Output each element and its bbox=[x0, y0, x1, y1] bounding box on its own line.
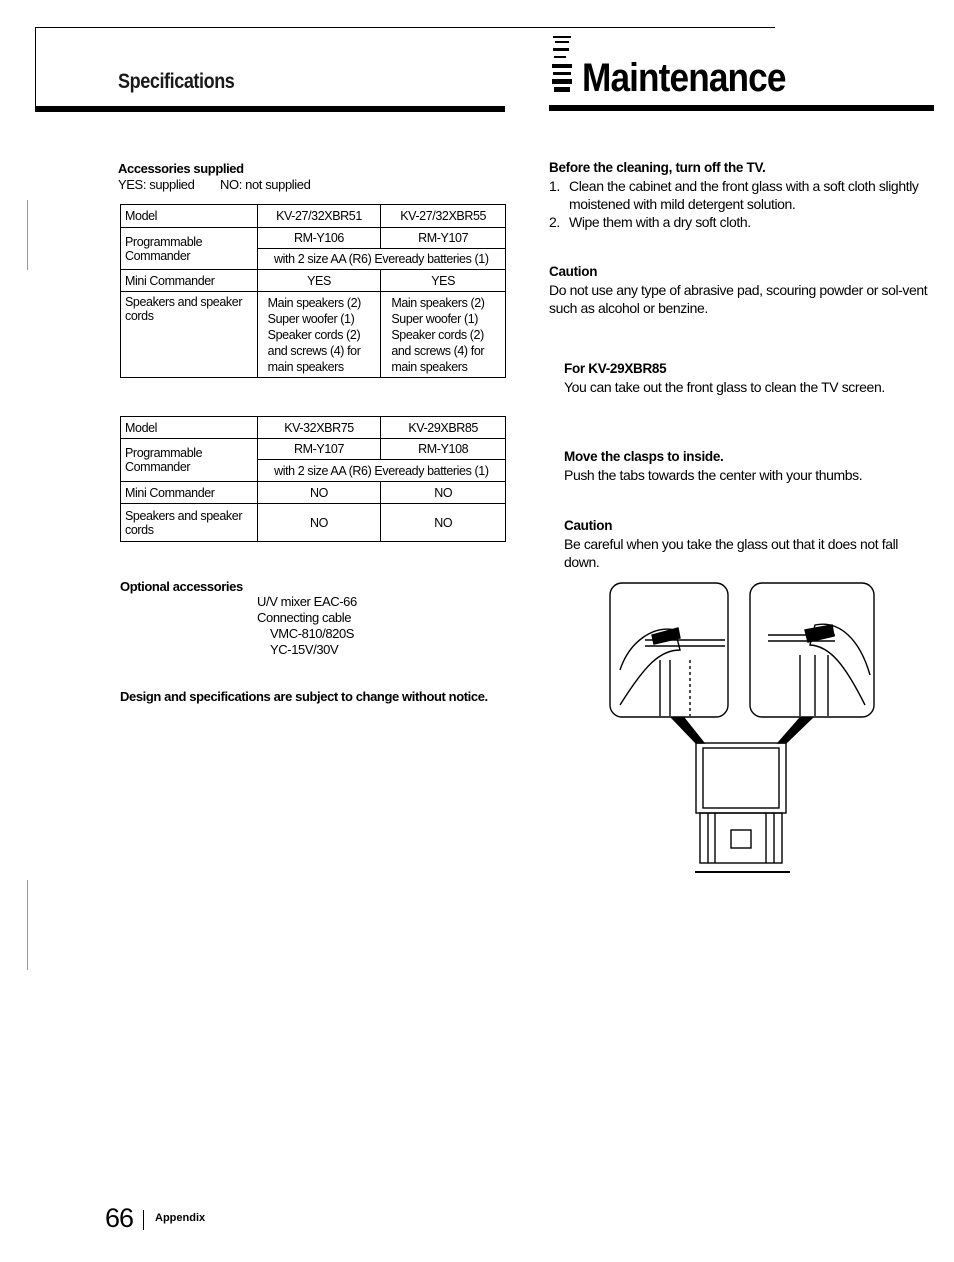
row-label-programmable: Programmable Commander bbox=[121, 228, 258, 270]
step-2-text: Wipe them with a dry soft cloth. bbox=[569, 214, 751, 230]
before-cleaning-heading: Before the cleaning, turn off the TV. bbox=[549, 160, 766, 175]
speakers-line: and screws (4) for bbox=[391, 344, 485, 358]
optional-accessories-list bbox=[257, 594, 357, 658]
cell-remote-2: RM-Y107 bbox=[381, 228, 506, 249]
maintenance-underline bbox=[549, 105, 934, 111]
cell-mini-2: YES bbox=[381, 270, 506, 292]
cell-speakers-2 bbox=[381, 292, 506, 378]
optional-accessories-heading: Optional accessories bbox=[120, 579, 243, 594]
speakers-line: and screws (4) for bbox=[267, 344, 361, 358]
step-2: 2. Wipe them with a dry soft cloth. bbox=[549, 214, 751, 230]
header-model-2: KV-27/32XBR55 bbox=[381, 205, 506, 228]
change-notice: Design and specifications are subject to change without notice. bbox=[120, 689, 488, 704]
legend-no: NO: not supplied bbox=[220, 177, 311, 192]
cell-batteries: with 2 size AA (R6) Eveready batteries (1) bbox=[257, 249, 505, 270]
optional-item: U/V mixer EAC-66 bbox=[257, 594, 357, 609]
step-1: 1. Clean the cabinet and the front glass with a soft cloth slightly moistened with mild detergent solution. bbox=[549, 177, 929, 213]
optional-item: VMC-810/820S bbox=[270, 626, 355, 641]
detail-panel-right bbox=[750, 583, 874, 717]
cell-speakers-2: NO bbox=[381, 504, 506, 542]
cell-batteries: with 2 size AA (R6) Eveready batteries (1) bbox=[257, 460, 505, 482]
row-label-speakers: Speakers and speaker cords bbox=[121, 504, 258, 542]
tv-screen bbox=[696, 743, 786, 813]
caution-heading: Caution bbox=[564, 518, 613, 533]
row-label-mini-commander: Mini Commander bbox=[121, 270, 258, 292]
accessories-heading: Accessories supplied bbox=[118, 161, 244, 176]
cell-remote-1: RM-Y107 bbox=[257, 439, 381, 460]
accessories-table-2 bbox=[120, 416, 506, 542]
header-model: Model bbox=[121, 205, 258, 228]
specifications-underline bbox=[35, 106, 505, 112]
caution-heading: Caution bbox=[549, 264, 598, 279]
clasps-heading: Move the clasps to inside. bbox=[564, 449, 724, 464]
cell-speakers-1 bbox=[257, 292, 381, 378]
page-number: 66 bbox=[105, 1203, 134, 1233]
header-model-1: KV-27/32XBR51 bbox=[257, 205, 381, 228]
accessories-table-1 bbox=[120, 204, 506, 378]
maintenance-title: Maintenance bbox=[582, 56, 786, 100]
cell-mini-1: NO bbox=[257, 482, 381, 504]
row-label-speakers: Speakers and speaker cords bbox=[121, 292, 258, 378]
speakers-line: Main speakers (2) bbox=[267, 296, 361, 310]
detail-panel-left bbox=[610, 583, 728, 717]
model-note-text: You can take out the front glass to clean the TV screen. bbox=[564, 379, 885, 395]
speakers-line: Speaker cords (2) bbox=[391, 328, 484, 342]
cell-speakers-1: NO bbox=[257, 504, 381, 542]
speakers-line: Super woofer (1) bbox=[267, 312, 355, 326]
section-label: Appendix bbox=[155, 1212, 206, 1224]
step-1-text: Clean the cabinet and the front glass with a soft cloth slightly moistened with mild detergent solution. bbox=[569, 178, 919, 212]
cell-remote-2: RM-Y108 bbox=[381, 439, 506, 460]
speakers-line: main speakers bbox=[267, 360, 344, 374]
speakers-line: Speaker cords (2) bbox=[267, 328, 361, 342]
model-note-heading: For KV-29XBR85 bbox=[564, 361, 667, 376]
caution-text: Do not use any type of abrasive pad, scouring powder or sol-vent such as alcohol or benzine. bbox=[549, 282, 928, 316]
cell-mini-1: YES bbox=[257, 270, 381, 292]
caution-text: Be careful when you take the glass out that it does not fall down. bbox=[564, 536, 898, 570]
specifications-title: Specifications bbox=[118, 70, 235, 93]
glass-removal-illustration bbox=[600, 580, 885, 880]
cleaning-steps bbox=[549, 177, 929, 231]
tv-stand bbox=[700, 813, 782, 863]
clasps-text: Push the tabs towards the center with your thumbs. bbox=[564, 467, 863, 483]
page-separator bbox=[143, 1210, 144, 1230]
header-model: Model bbox=[121, 417, 258, 439]
optional-item: Connecting cable bbox=[257, 610, 352, 625]
maintenance-section-icon bbox=[551, 34, 575, 94]
top-rule bbox=[35, 27, 775, 28]
header-model-1: KV-32XBR75 bbox=[257, 417, 381, 439]
scan-edge bbox=[27, 200, 28, 270]
cell-mini-2: NO bbox=[381, 482, 506, 504]
header-model-2: KV-29XBR85 bbox=[381, 417, 506, 439]
speakers-line: Main speakers (2) bbox=[391, 296, 485, 310]
scan-edge bbox=[27, 880, 28, 970]
speakers-line: main speakers bbox=[391, 360, 468, 374]
speakers-line: Super woofer (1) bbox=[391, 312, 479, 326]
row-label-mini-commander: Mini Commander bbox=[121, 482, 258, 504]
row-label-programmable: Programmable Commander bbox=[121, 439, 258, 482]
optional-item: YC-15V/30V bbox=[270, 642, 339, 657]
cell-remote-1: RM-Y106 bbox=[257, 228, 381, 249]
legend-yes: YES: supplied bbox=[118, 177, 195, 192]
left-rule bbox=[35, 27, 36, 112]
